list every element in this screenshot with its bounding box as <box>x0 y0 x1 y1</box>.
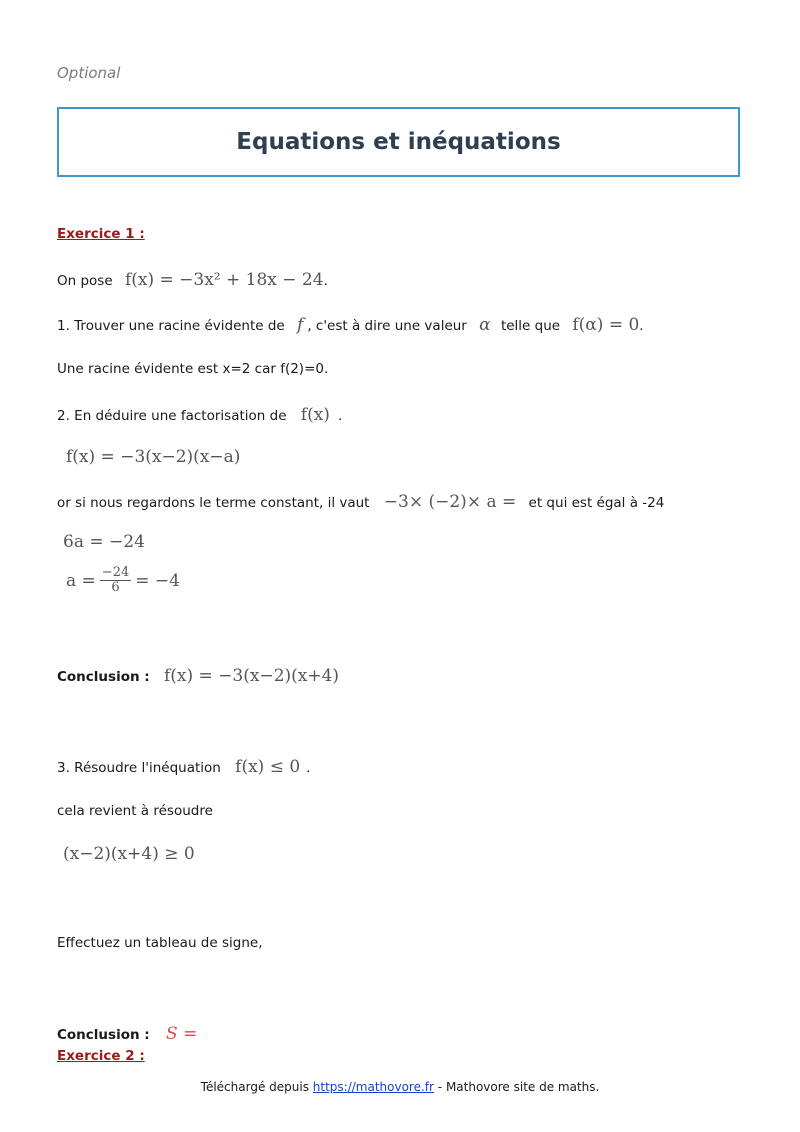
equation-6a: 6a = −24 <box>63 532 145 552</box>
q1-text-c: telle que <box>500 318 561 334</box>
q1-alpha: α <box>479 315 491 335</box>
footer-suffix: - Mathovore site de maths. <box>437 1080 600 1094</box>
exercise-2-heading: Exercice 2 : <box>57 1048 145 1064</box>
q1-text-a: 1. Trouver une racine évidente de <box>57 318 285 334</box>
solution-set: S = <box>165 1024 198 1044</box>
const-text-b: et qui est égal à -24 <box>528 495 665 511</box>
page-title: Equations et inéquations <box>236 129 561 155</box>
q1-answer: Une racine évidente est x=2 car f(2)=0. <box>57 361 329 377</box>
title-box <box>57 107 740 177</box>
q2-fx: f(x) <box>300 405 330 425</box>
q1-f: f <box>297 315 304 335</box>
optional-label: Optional <box>57 64 121 82</box>
footer-link[interactable]: https://mathovore.fr <box>312 1080 434 1094</box>
conclusion-1-expression: f(x) = −3(x−2)(x+4) <box>163 666 340 686</box>
equation-a <box>66 566 180 596</box>
question-1: 1. Trouver une racine évidente de f , c'est à dire une valeur α telle que f(α) = 0. <box>57 315 644 335</box>
intro-line: On pose f(x) = −3x² + 18x − 24. <box>57 270 328 290</box>
fraction-numerator: −24 <box>101 565 130 580</box>
function-definition: f(x) = −3x² + 18x − 24 <box>124 270 324 290</box>
const-text-a: or si nous regardons le terme constant, il vaut <box>57 495 370 511</box>
conclusion-1 <box>57 666 339 686</box>
const-expression: −3× (−2)× a = <box>383 492 517 512</box>
q2-text: 2. En déduire une factorisation de <box>57 408 287 424</box>
fraction <box>100 566 131 596</box>
conclusion-2-label: Conclusion : <box>57 1027 150 1043</box>
eq-a-rhs: = −4 <box>135 570 180 591</box>
factorised-form: f(x) = −3(x−2)(x−a) <box>66 447 241 467</box>
sign-table-instruction: Effectuez un tableau de signe, <box>57 935 263 951</box>
conclusion-1-label: Conclusion : <box>57 669 150 685</box>
eq-a-lhs: a = <box>66 570 96 591</box>
intro-text: On pose <box>57 273 113 289</box>
q3-inequation: f(x) ≤ 0 <box>235 757 301 777</box>
q3-text: 3. Résoudre l'inéquation <box>57 760 221 776</box>
q1-text-b: , c'est à dire une valeur <box>307 318 467 334</box>
q1-equation: f(α) = 0 <box>572 315 640 335</box>
conclusion-2 <box>57 1024 197 1044</box>
question-3: 3. Résoudre l'inéquation f(x) ≤ 0 . <box>57 757 311 777</box>
question-2: 2. En déduire une factorisation de f(x) . <box>57 405 343 425</box>
exercise-1-heading: Exercice 1 : <box>57 226 145 242</box>
constant-term-line <box>57 492 664 512</box>
fraction-denominator: 6 <box>111 580 120 596</box>
q3-reduce-text: cela revient à résoudre <box>57 803 213 819</box>
footer <box>0 1080 800 1094</box>
q3-inequation-2: (x−2)(x+4) ≥ 0 <box>63 844 195 864</box>
footer-prefix: Téléchargé depuis <box>200 1080 309 1094</box>
